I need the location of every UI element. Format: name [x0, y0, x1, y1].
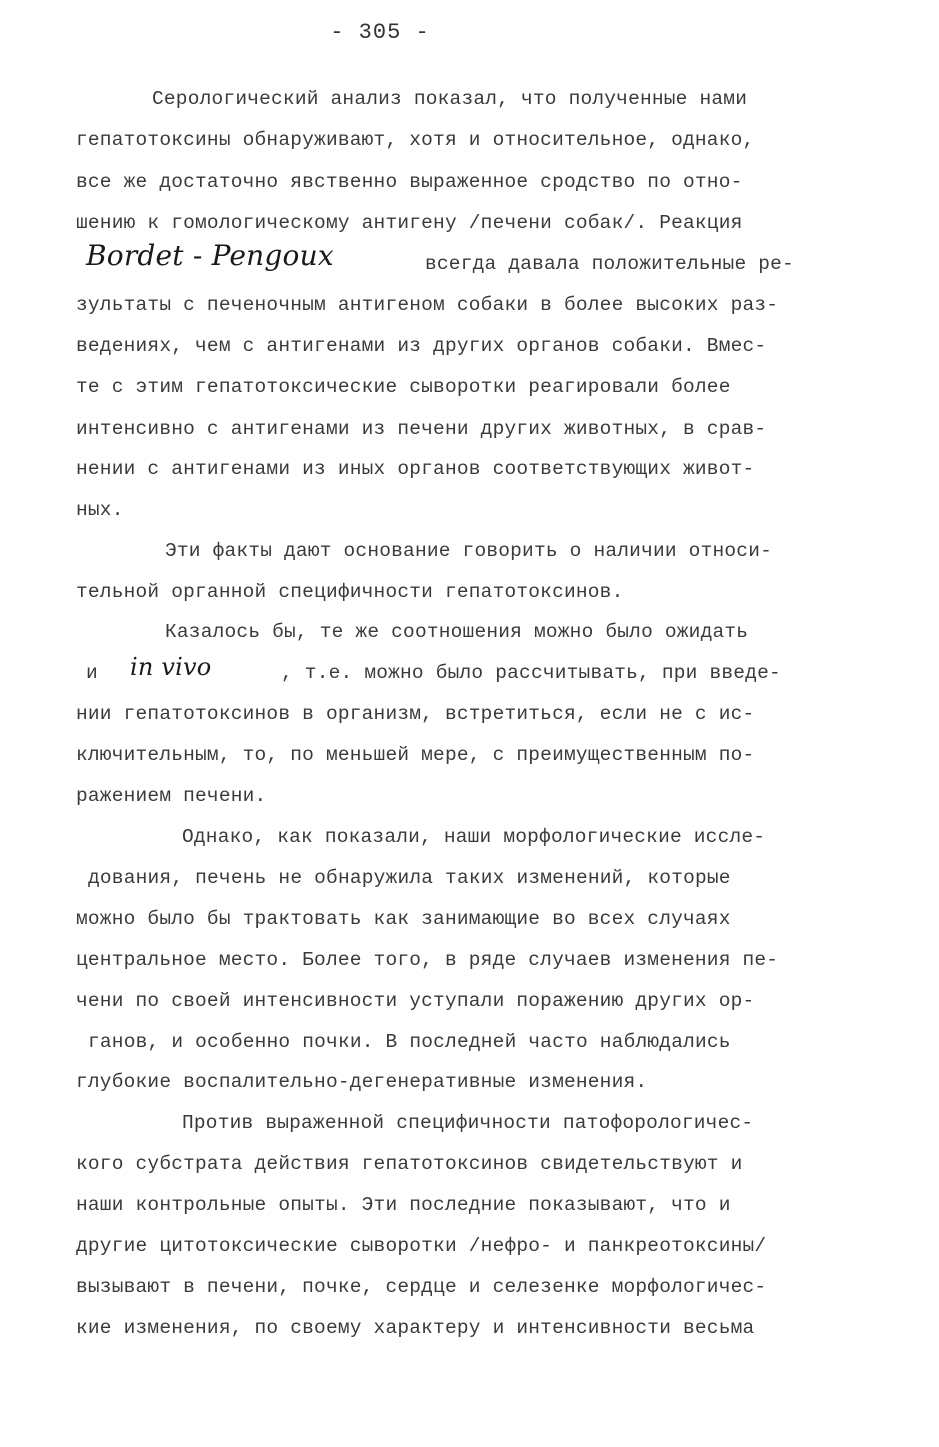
text-line: кие изменения, по своему характеру и интенсивности весьма	[76, 1317, 755, 1339]
text-line: Серологический анализ показал, что полученные нами	[152, 88, 748, 110]
text-line: чени по своей интенсивности уступали поражению других ор-	[76, 990, 755, 1012]
text-line: глубокие воспалительно-дегенеративные изменения.	[76, 1071, 648, 1093]
page-number: - 305 -	[330, 20, 430, 45]
text-line: зультаты с печеночным антигеном собаки в более высоких раз-	[76, 294, 779, 316]
text-line: ведениях, чем с антигенами из других органов собаки. Вмес-	[76, 335, 767, 357]
text-line: и	[86, 662, 98, 684]
text-line: ключительным, то, по меньшей мере, с преимущественным по-	[76, 744, 755, 766]
text-line: нии гепатотоксинов в организм, встретиться, если не с ис-	[76, 703, 755, 725]
handwritten-bordet-pengoux: Bordet - Pengoux	[86, 239, 334, 272]
text-line: другие цитотоксические сыворотки /нефро- и панкреотоксины/	[76, 1235, 767, 1257]
text-line: гепатотоксины обнаруживают, хотя и относительное, однако,	[76, 129, 755, 151]
text-line: ражением печени.	[76, 785, 267, 807]
text-line: , т.е. можно было рассчитывать, при введе-	[281, 662, 781, 684]
handwritten-in-vivo: in vivo	[130, 653, 212, 681]
text-line: вызывают в печени, почке, сердце и селезенке морфологичес-	[76, 1276, 767, 1298]
text-line: Эти факты дают основание говорить о наличии относи-	[165, 540, 772, 562]
text-line: те с этим гепатотоксические сыворотки реагировали более	[76, 376, 731, 398]
text-line: тельной органной специфичности гепатотоксинов.	[76, 581, 624, 603]
text-line: Против выраженной специфичности патофорологичес-	[182, 1112, 754, 1134]
text-line: можно было бы трактовать как занимающие во всех случаях	[76, 908, 731, 930]
text-line: наши контрольные опыты. Эти последние показывают, что и	[76, 1194, 731, 1216]
text-line: центральное место. Более того, в ряде случаев изменения пе-	[76, 949, 779, 971]
text-line: дования, печень не обнаружила таких изменений, которые	[88, 867, 731, 889]
text-line: шению к гомологическому антигену /печени собак/. Реакция	[76, 212, 743, 234]
text-line: все же достаточно явственно выраженное сродство по отно-	[76, 171, 743, 193]
text-line: всегда давала положительные ре-	[425, 253, 794, 275]
text-line: Казалось бы, те же соотношения можно было ожидать	[165, 621, 749, 643]
text-line: нении с антигенами из иных органов соответствующих живот-	[76, 458, 755, 480]
text-line: ганов, и особенно почки. В последней часто наблюдались	[88, 1031, 731, 1053]
text-line: Однако, как показали, наши морфологические иссле-	[182, 826, 766, 848]
text-line: кого субстрата действия гепатотоксинов свидетельствуют и	[76, 1153, 743, 1175]
text-line: ных.	[76, 499, 124, 521]
text-line: интенсивно с антигенами из печени других животных, в срав-	[76, 418, 767, 440]
